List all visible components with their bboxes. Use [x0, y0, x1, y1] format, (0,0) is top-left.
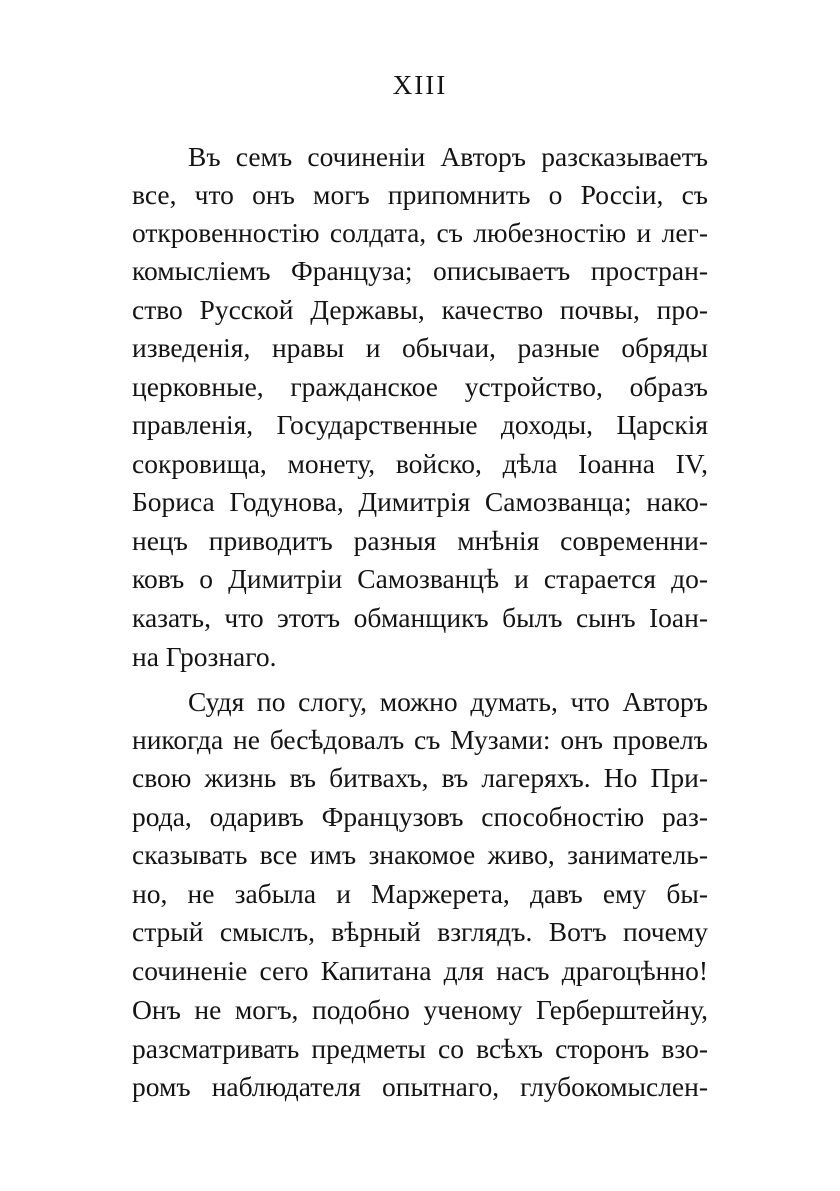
text-line: комысліемъ Француза; описываетъ простран- — [132, 255, 708, 286]
text-line: Бориса Годунова, Димитрія Самозванца; нако- — [132, 486, 708, 517]
text-line: все, что онъ могъ припомнить о Россіи, съ — [132, 179, 708, 210]
text-line: сокровища, монету, войско, дѣла Іоанна IV, — [132, 448, 708, 479]
text-line: Судя по слогу, можно думать, что Авторъ — [188, 686, 708, 717]
text-line: правленія, Государственные доходы, Царскія — [132, 409, 708, 440]
text-line: сочиненіе сего Капитана для насъ драгоцѣнно! — [132, 955, 708, 986]
text-line: ство Русской Державы, качество почвы, про- — [132, 294, 708, 325]
text-line: никогда не бесѣдовалъ съ Музами: онъ провелъ — [132, 724, 708, 755]
text-line: сказывать все имъ знакомое живо, заниматель- — [132, 839, 708, 870]
text-line: казать, что этотъ обманщикъ былъ сынъ Іоан- — [132, 602, 708, 633]
text-line: ромъ наблюдателя опытнаго, глубокомыслен- — [132, 1071, 708, 1102]
text-line: стрый смыслъ, вѣрный взглядъ. Вотъ почему — [132, 916, 708, 947]
text-line: ковъ о Димитріи Самозванцѣ и старается до- — [132, 563, 708, 594]
text-line: откровенностію солдата, съ любезностію и лег- — [132, 217, 708, 248]
text-line: разсматривать предметы со всѣхъ сторонъ взо- — [132, 1033, 708, 1064]
text-line: нецъ приводитъ разныя мнѣнія современни- — [132, 525, 708, 556]
text-line: но, не забыла и Маржерета, давъ ему бы- — [132, 878, 708, 909]
text-line: Онъ не могъ, подобно ученому Герберштейну, — [132, 994, 708, 1025]
text-line: на Грознаго. — [132, 641, 277, 672]
text-line: рода, одаривъ Французовъ способностію раз- — [132, 801, 708, 832]
text-line: церковные, гражданское устройство, образъ — [132, 371, 708, 402]
page-number: XIII — [392, 70, 448, 100]
text-line: свою жизнь въ битвахъ, въ лагеряхъ. Но При- — [132, 762, 708, 793]
text-line: изведенія, нравы и обычаи, разные обряды — [132, 332, 708, 363]
text-line: Въ семъ сочиненіи Авторъ разсказываетъ — [188, 141, 708, 172]
